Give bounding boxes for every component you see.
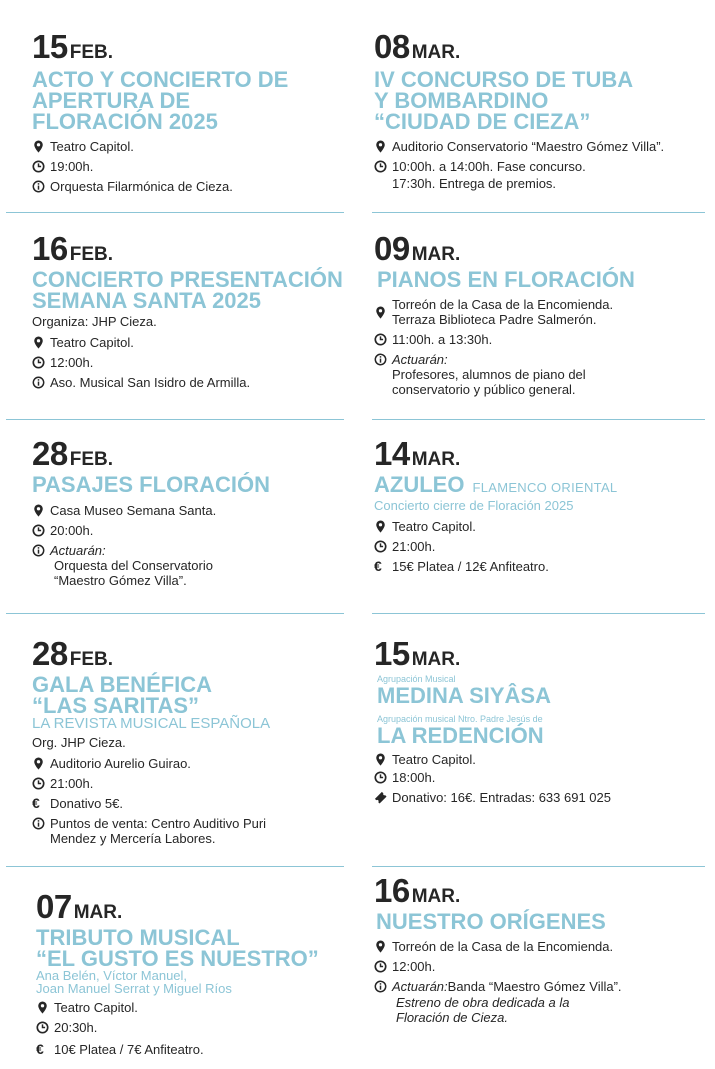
event-title <box>374 911 622 932</box>
date-month: MAR. <box>411 886 461 907</box>
location-pin-icon <box>36 1000 54 1015</box>
date-month: MAR. <box>411 449 461 470</box>
price-row <box>32 796 270 811</box>
euro-icon: € <box>36 1041 44 1057</box>
price-row <box>374 559 617 574</box>
location-pin-icon <box>374 939 392 954</box>
date-day: 28 <box>32 435 68 472</box>
date-day: 16 <box>374 872 410 909</box>
venue-text: Auditorio Aurelio Guirao. <box>50 756 191 771</box>
performers-block <box>392 979 622 1025</box>
time-row <box>374 959 622 974</box>
title-line: ACTO Y CONCIERTO DE <box>32 67 289 92</box>
time-text: 19:00h. <box>50 159 94 174</box>
info-icon <box>374 352 392 367</box>
performers-line: “Maestro Gómez Villa”. <box>54 573 187 588</box>
title-line: “LAS SARITAS” <box>32 693 200 718</box>
time-text: 11:00h. a 13:30h. <box>392 332 493 347</box>
title-line: NUESTRO ORÍGENES <box>376 909 606 934</box>
separator <box>6 419 344 420</box>
venue-row <box>374 297 635 327</box>
event-28-feb-gala <box>32 637 270 846</box>
info-icon <box>32 543 50 558</box>
subtitle-line: Joan Manuel Serrat y Miguel Ríos <box>36 981 232 996</box>
performers-block <box>392 352 586 397</box>
time-line: 10:00h. a 14:00h. Fase concurso. <box>392 159 586 174</box>
info-icon <box>374 979 392 994</box>
separator <box>372 212 705 213</box>
date-day: 07 <box>36 888 72 925</box>
time-text: 12:00h. <box>50 355 94 370</box>
info-text: Orquesta Filarmónica de Cieza. <box>50 179 233 194</box>
event-title <box>374 269 635 290</box>
time-text: 18:00h. <box>392 770 436 785</box>
separator <box>372 613 705 614</box>
venue-text: Casa Museo Semana Santa. <box>50 503 217 518</box>
title-line: SEMANA SANTA 2025 <box>32 288 262 313</box>
date-day: 16 <box>32 230 68 267</box>
title-line: GALA BENÉFICA <box>32 672 213 697</box>
venue-row <box>374 139 664 154</box>
event-08-mar <box>374 30 664 191</box>
venue-text: Teatro Capitol. <box>50 139 134 154</box>
event-date <box>32 437 270 470</box>
clock-icon <box>36 1020 54 1035</box>
event-subtitle <box>36 969 319 995</box>
time-row <box>374 539 617 554</box>
organizer-text: Organiza: JHP Cieza. <box>32 314 157 329</box>
time-row <box>32 159 288 174</box>
title-line: FLORACIÓN 2025 <box>32 109 218 134</box>
performers-inline-line <box>392 979 622 994</box>
date-month: MAR. <box>411 649 461 670</box>
date-day: 08 <box>374 28 410 65</box>
price-row <box>36 1042 319 1057</box>
time-row <box>32 523 270 538</box>
title-line: PASAJES FLORACIÓN <box>32 472 270 497</box>
subtitle-line: Ana Belén, Víctor Manuel, <box>36 968 188 983</box>
event-date <box>374 30 664 63</box>
info-line: Puntos de venta: Centro Auditivo Puri <box>50 816 267 831</box>
event-09-mar <box>374 232 635 397</box>
performers-line: conservatorio y público general. <box>392 382 576 397</box>
info-row <box>32 816 270 846</box>
date-month: MAR. <box>73 902 123 923</box>
clock-icon <box>374 959 392 974</box>
separator <box>372 419 705 420</box>
event-07-mar <box>36 890 319 1057</box>
price-text: Donativo 5€. <box>50 796 123 811</box>
date-month: FEB. <box>69 244 113 265</box>
performers-row <box>374 352 635 397</box>
event-title <box>32 474 270 495</box>
separator <box>6 212 344 213</box>
title-line: Y BOMBARDINO <box>374 88 549 113</box>
separator <box>6 613 344 614</box>
event-title <box>32 674 270 716</box>
info-text: Aso. Musical San Isidro de Armilla. <box>50 375 251 390</box>
info-icon <box>32 375 50 390</box>
venue-text: Teatro Capitol. <box>50 335 134 350</box>
clock-icon <box>374 159 392 174</box>
clock-icon <box>32 355 50 370</box>
info-block <box>50 816 266 846</box>
title-line: CONCIERTO PRESENTACIÓN <box>32 267 343 292</box>
clock-icon <box>32 159 50 174</box>
time-row <box>374 159 664 191</box>
location-pin-icon <box>32 756 50 771</box>
date-day: 09 <box>374 230 410 267</box>
performers-label: Actuarán: <box>392 979 448 994</box>
performers-line: Profesores, alumnos de piano del <box>392 367 586 382</box>
venue-row <box>36 1000 319 1015</box>
event-title <box>32 269 343 311</box>
info-line: Mendez y Mercería Labores. <box>50 831 216 846</box>
date-month: FEB. <box>69 42 113 63</box>
title-line: AZULEO <box>374 472 465 497</box>
venue-row <box>32 756 270 771</box>
event-date <box>374 437 617 470</box>
event-16-mar <box>374 874 622 1025</box>
event-date <box>36 890 319 923</box>
title-line: “CIUDAD DE CIEZA” <box>374 109 591 134</box>
location-pin-icon <box>374 139 392 154</box>
date-month: MAR. <box>411 42 461 63</box>
performers-text: Banda “Maestro Gómez Villa”. <box>447 979 622 994</box>
separator <box>372 866 705 867</box>
date-month: FEB. <box>69 649 113 670</box>
venue-text: Teatro Capitol. <box>54 1000 138 1015</box>
venue-text: Torreón de la Casa de la Encomienda. <box>392 939 614 954</box>
clock-icon <box>374 332 392 347</box>
event-15-feb <box>32 30 288 194</box>
note-line: Floración de Cieza. <box>396 1010 508 1025</box>
event-date <box>32 637 270 670</box>
event-15-mar <box>374 637 611 805</box>
info-row <box>32 375 343 390</box>
event-title <box>374 474 617 498</box>
time-row <box>36 1020 319 1035</box>
info-icon <box>32 816 50 831</box>
ticket-row <box>374 790 611 805</box>
venue-text: Teatro Capitol. <box>392 752 476 767</box>
venue-row <box>32 503 270 518</box>
clock-icon <box>374 539 392 554</box>
performers-line: Orquesta del Conservatorio <box>54 558 213 573</box>
time-text: 20:00h. <box>50 523 94 538</box>
location-pin-icon <box>374 752 392 767</box>
event-date <box>32 232 343 265</box>
event-title <box>374 69 664 132</box>
time-text: 21:00h. <box>50 776 94 791</box>
organizer-text: Org. JHP Cieza. <box>32 735 126 750</box>
title-line: APERTURA DE <box>32 88 191 113</box>
event-date <box>32 30 288 63</box>
location-pin-icon <box>32 335 50 350</box>
group-label: Agrupación Musical <box>377 674 456 684</box>
title-suffix: FLAMENCO ORIENTAL <box>472 480 618 495</box>
venue-row <box>374 752 611 767</box>
time-row <box>374 770 611 785</box>
clock-icon <box>374 770 392 785</box>
title-line: “EL GUSTO ES NUESTRO” <box>36 946 319 971</box>
location-pin-icon <box>32 503 50 518</box>
note-line: Estreno de obra dedicada a la <box>396 995 570 1010</box>
event-subtitle: LA REVISTA MUSICAL ESPAÑOLA <box>32 715 271 732</box>
euro-icon: € <box>374 558 382 574</box>
performers-row <box>374 979 622 1025</box>
group-name: LA REDENCIÓN <box>377 723 544 748</box>
venue-line: Terraza Biblioteca Padre Salmerón. <box>392 312 597 327</box>
performers-label: Actuarán: <box>392 352 448 367</box>
time-block <box>392 159 586 191</box>
performers-row <box>32 543 270 588</box>
date-day: 15 <box>32 28 68 65</box>
venue-row <box>32 335 343 350</box>
date-day: 15 <box>374 635 410 672</box>
venue-text: Auditorio Conservatorio “Maestro Gómez Villa”. <box>392 139 665 154</box>
time-text: 12:00h. <box>392 959 436 974</box>
price-text: 10€ Platea / 7€ Anfiteatro. <box>54 1042 204 1057</box>
performers-block <box>50 543 213 588</box>
location-pin-icon <box>374 297 392 327</box>
location-pin-icon <box>32 139 50 154</box>
clock-icon <box>32 523 50 538</box>
venue-row <box>374 519 617 534</box>
event-date <box>374 637 611 670</box>
group-name: MEDINA SIYÂSA <box>377 683 551 708</box>
venue-line: Torreón de la Casa de la Encomienda. <box>392 297 614 312</box>
date-month: MAR. <box>411 244 461 265</box>
price-text: 15€ Platea / 12€ Anfiteatro. <box>392 559 549 574</box>
time-text: 21:00h. <box>392 539 436 554</box>
venue-row <box>32 139 288 154</box>
event-date <box>374 232 635 265</box>
date-month: FEB. <box>69 449 113 470</box>
group-label: Agrupación musical Ntro. Padre Jesús de <box>377 714 543 724</box>
separator <box>6 866 344 867</box>
ticket-text: Donativo: 16€. Entradas: 633 691 025 <box>392 790 611 805</box>
venue-text: Teatro Capitol. <box>392 519 476 534</box>
time-line: 17:30h. Entrega de premios. <box>392 176 557 191</box>
info-row <box>32 179 288 194</box>
event-title <box>32 69 288 132</box>
ticket-icon <box>374 790 392 805</box>
event-28-feb-pasajes <box>32 437 270 588</box>
event-14-mar <box>374 437 617 574</box>
time-row <box>32 355 343 370</box>
event-16-feb <box>32 232 343 390</box>
euro-icon: € <box>32 795 40 811</box>
time-row <box>374 332 635 347</box>
title-line: IV CONCURSO DE TUBA <box>374 67 634 92</box>
title-line: PIANOS EN FLORACIÓN <box>377 267 635 292</box>
title-line: TRIBUTO MUSICAL <box>36 925 240 950</box>
date-day: 28 <box>32 635 68 672</box>
performers-label: Actuarán: <box>50 543 106 558</box>
venue-row <box>374 939 622 954</box>
event-subtitle: Concierto cierre de Floración 2025 <box>374 498 574 513</box>
info-icon <box>32 179 50 194</box>
venue-block <box>392 297 613 327</box>
location-pin-icon <box>374 519 392 534</box>
date-day: 14 <box>374 435 410 472</box>
event-date <box>374 874 622 907</box>
time-text: 20:30h. <box>54 1020 98 1035</box>
clock-icon <box>32 776 50 791</box>
time-row <box>32 776 270 791</box>
event-title <box>36 927 319 969</box>
